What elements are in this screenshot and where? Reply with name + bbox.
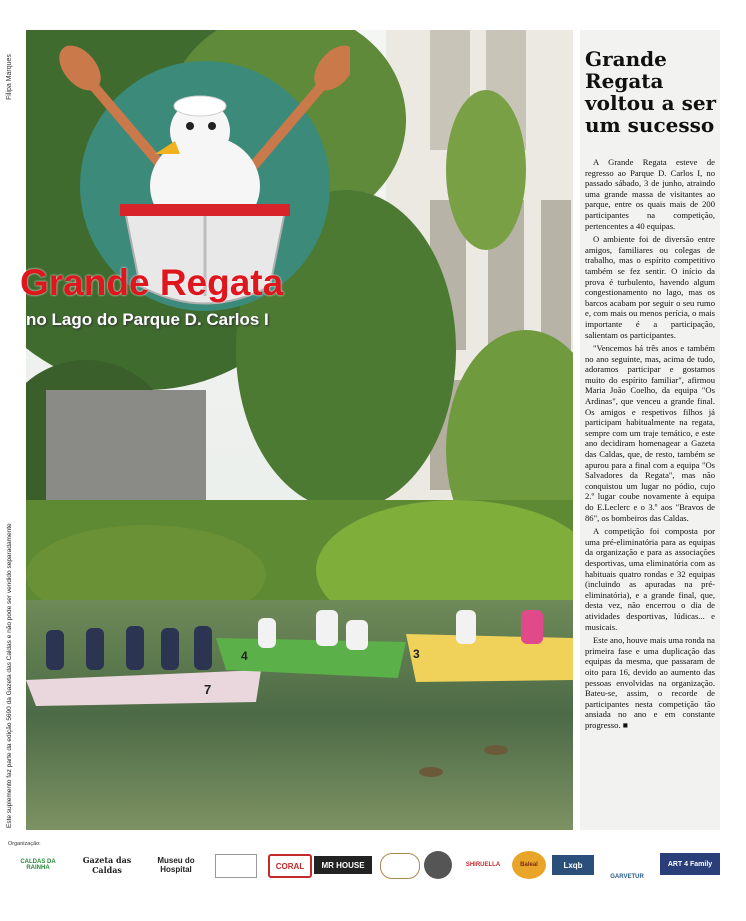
footer-label: Organização: — [8, 841, 41, 847]
supplement-note: Este suplemento faz parte da edição 5690 da Gazeta das Caldas e não pode ser vendido separadamente — [6, 523, 13, 828]
sponsor-logo — [380, 853, 420, 879]
sponsor-logo: CALDAS DA RAINHA — [20, 859, 56, 871]
sponsor-logo — [424, 851, 452, 879]
sponsor-logo: ART 4 Family — [660, 853, 720, 875]
article-headline: Grande Regata voltou a ser um sucesso — [585, 47, 717, 137]
sponsor-logo — [215, 854, 257, 878]
paragraph: "Vencemos há três anos e também no ano seguinte, mas, acima de tudo, adoramos participar e gostamos muito do espírito familiar", afirmou Maria João Coelho, da equipa "Os Ardinas", que venceu a grande final. Os amigos e respetivos filhos já participam habitualmente na regata, sempre com um traje temático, e este ano decidiram homenagear a Gazeta das Caldas, que, de resto, também se apurou para a final com a equipa "Os Salvadores da Regata", mas não conquistou um lugar no pódio, cujo 2.º lugar coube novamente à equipa do E.Leclerc e o 3.º aos "Bravos de 86", os bombeiros das Caldas. — [585, 343, 715, 523]
sponsor-logo: Museu do Hospital — [157, 856, 195, 874]
event-subtitle: no Lago do Parque D. Carlos I — [26, 310, 269, 329]
paragraph: A competição foi composta por uma pré-eliminatória para as equipas da organização e para as associações desportivas, uma eliminatória com as habituais quatro rondas e 32 equipas (incluindo as apuradas na pré-eliminatória), e a grande final, que, desta vez, não encerrou o dia de atividades desportivas, lúdicas... e musicais. — [585, 526, 715, 632]
sponsor-logo: Lxqb — [552, 855, 594, 875]
article-body — [585, 157, 715, 733]
sponsor-logo: CORAL — [268, 854, 312, 878]
svg-text:4: 4 — [241, 649, 248, 663]
paragraph: O ambiente foi de diversão entre amigos, familiares ou colegas de trabalho, mas o espírito competitivo também se fez sentir. O início da prova é turbulento, havendo algum congestionamento no lago, mas os barcos acabam por seguir o seu rumo e, com mais ou menos perícia, o mais importante é a participação, salientam os participantes. — [585, 234, 715, 340]
sponsor-logo: Baleal — [512, 851, 546, 879]
sponsor-logo: MR HOUSE — [314, 856, 372, 874]
photo-credit: Filipa Marques — [6, 54, 13, 100]
svg-text:3: 3 — [413, 647, 420, 661]
sponsor-logo: GARVETUR — [610, 874, 644, 880]
event-title: Grande Regata — [20, 262, 284, 303]
sponsor-footer — [0, 838, 746, 921]
sponsor-logo: SHIRUELLA — [465, 862, 501, 868]
paragraph: Este ano, houve mais uma ronda na primeira fase e uma duplicação das equipas da mesma, que passaram de oito para 16, devido ao aumento das pessoas envolvidas na organização. Bateu-se, assim, o recorde de participantes nesta competição tão ansiada no ano e em constante progresso. ■ — [585, 635, 715, 730]
svg-text:7: 7 — [204, 682, 212, 697]
paragraph: A Grande Regata esteve de regresso ao Parque D. Carlos I, no passado sábado, 3 de junho, atraindo uma grande massa de visitantes ao parque, entre os quais mais de 200 participantes na competição, pertencentes a 40 equipas. — [585, 157, 715, 231]
sponsor-logo: Gazeta das Caldas — [82, 855, 132, 875]
